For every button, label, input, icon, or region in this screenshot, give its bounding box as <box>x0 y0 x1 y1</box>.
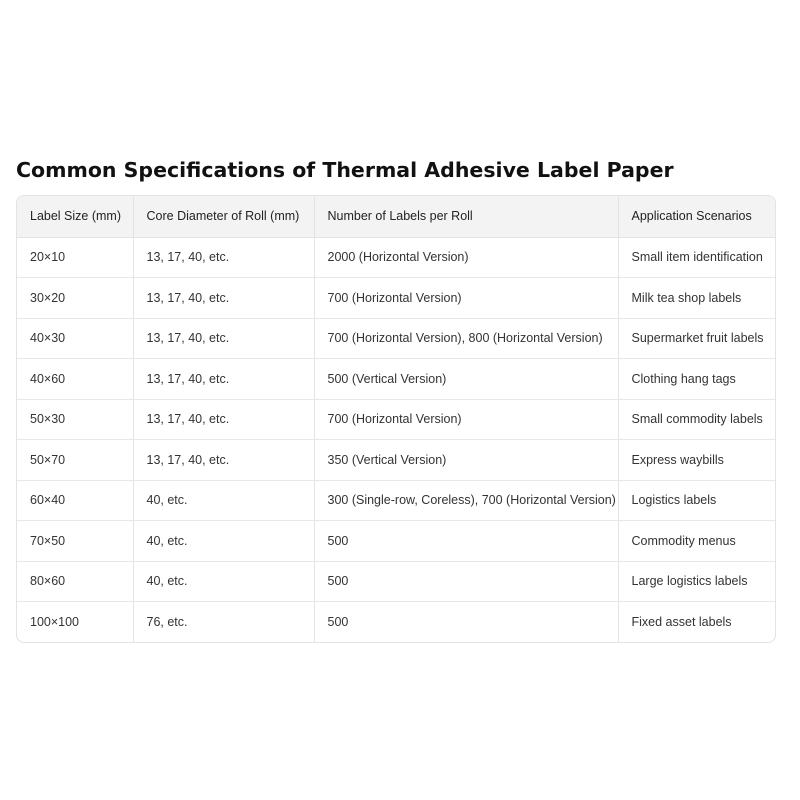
cell-core-diameter: 40, etc. <box>133 561 314 602</box>
cell-label-size: 40×30 <box>17 318 133 359</box>
table-row <box>17 237 775 278</box>
cell-label-size: 100×100 <box>17 602 133 643</box>
header-labels-per-roll: Number of Labels per Roll <box>314 196 618 237</box>
table-body <box>17 237 775 642</box>
cell-labels-per-roll: 500 <box>314 602 618 643</box>
cell-core-diameter: 13, 17, 40, etc. <box>133 237 314 278</box>
cell-core-diameter: 13, 17, 40, etc. <box>133 318 314 359</box>
cell-application: Large logistics labels <box>618 561 775 602</box>
cell-application: Express waybills <box>618 440 775 481</box>
cell-core-diameter: 13, 17, 40, etc. <box>133 278 314 319</box>
cell-labels-per-roll: 2000 (Horizontal Version) <box>314 237 618 278</box>
cell-labels-per-roll: 700 (Horizontal Version), 800 (Horizontal Version) <box>314 318 618 359</box>
table-row <box>17 359 775 400</box>
header-row <box>17 196 775 237</box>
table-row <box>17 480 775 521</box>
cell-core-diameter: 13, 17, 40, etc. <box>133 359 314 400</box>
table-row <box>17 602 775 643</box>
table-header <box>17 196 775 237</box>
cell-labels-per-roll: 300 (Single-row, Coreless), 700 (Horizontal Version) <box>314 480 618 521</box>
header-application-scenarios: Application Scenarios <box>618 196 775 237</box>
cell-labels-per-roll: 700 (Horizontal Version) <box>314 278 618 319</box>
spec-table-container <box>16 195 776 643</box>
table-row <box>17 399 775 440</box>
cell-application: Supermarket fruit labels <box>618 318 775 359</box>
table-row <box>17 318 775 359</box>
cell-core-diameter: 40, etc. <box>133 480 314 521</box>
cell-application: Commodity menus <box>618 521 775 562</box>
cell-application: Logistics labels <box>618 480 775 521</box>
cell-label-size: 40×60 <box>17 359 133 400</box>
cell-application: Milk tea shop labels <box>618 278 775 319</box>
cell-labels-per-roll: 500 <box>314 521 618 562</box>
header-label-size: Label Size (mm) <box>17 196 133 237</box>
cell-labels-per-roll: 500 (Vertical Version) <box>314 359 618 400</box>
header-core-diameter: Core Diameter of Roll (mm) <box>133 196 314 237</box>
cell-label-size: 70×50 <box>17 521 133 562</box>
cell-label-size: 20×10 <box>17 237 133 278</box>
cell-core-diameter: 76, etc. <box>133 602 314 643</box>
cell-application: Small item identification <box>618 237 775 278</box>
cell-label-size: 50×30 <box>17 399 133 440</box>
cell-core-diameter: 13, 17, 40, etc. <box>133 440 314 481</box>
table-row <box>17 440 775 481</box>
cell-label-size: 30×20 <box>17 278 133 319</box>
page-title: Common Specifications of Thermal Adhesive Label Paper <box>16 158 674 182</box>
cell-application: Small commodity labels <box>618 399 775 440</box>
cell-label-size: 50×70 <box>17 440 133 481</box>
cell-labels-per-roll: 350 (Vertical Version) <box>314 440 618 481</box>
cell-labels-per-roll: 700 (Horizontal Version) <box>314 399 618 440</box>
cell-core-diameter: 40, etc. <box>133 521 314 562</box>
cell-application: Clothing hang tags <box>618 359 775 400</box>
cell-labels-per-roll: 500 <box>314 561 618 602</box>
table-row <box>17 278 775 319</box>
table-row <box>17 561 775 602</box>
cell-label-size: 60×40 <box>17 480 133 521</box>
cell-core-diameter: 13, 17, 40, etc. <box>133 399 314 440</box>
spec-table <box>17 196 775 642</box>
table-row <box>17 521 775 562</box>
cell-label-size: 80×60 <box>17 561 133 602</box>
cell-application: Fixed asset labels <box>631 615 732 629</box>
